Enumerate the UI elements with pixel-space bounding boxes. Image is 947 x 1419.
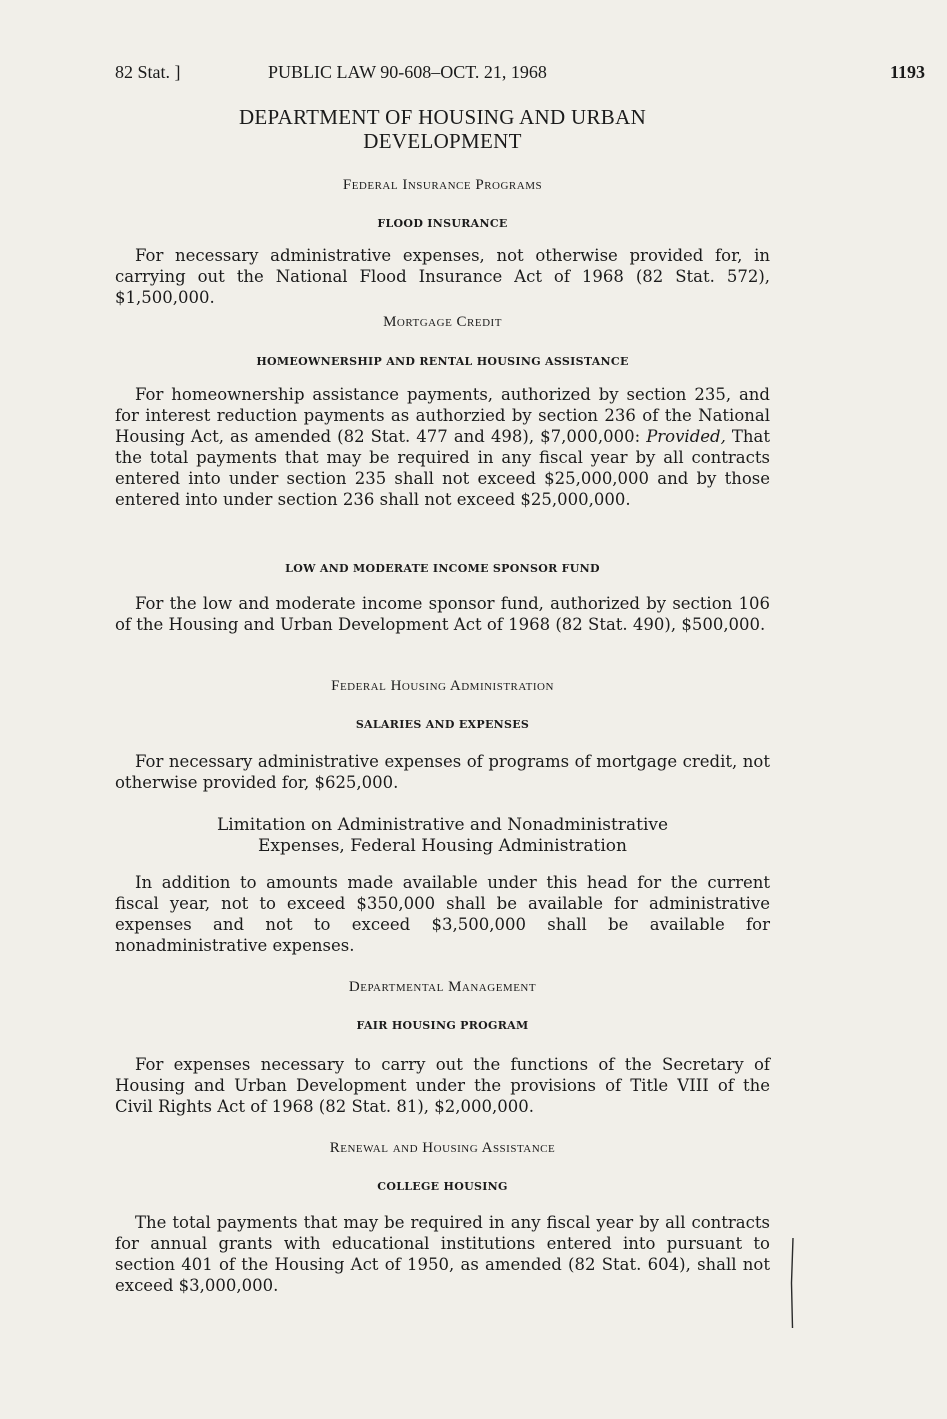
heading-fha: Federal Housing Administration	[331, 678, 554, 694]
heading-fair-housing: FAIR HOUSING PROGRAM	[356, 1019, 529, 1032]
paragraph-low-moderate-income: For the low and moderate income sponsor fund, authorized by section 106 of the Housing and Urban Development Act of 1968 (82 Stat. 490), $500,000.	[115, 594, 770, 634]
paragraph-flood-insurance: For necessary administrative expenses, not otherwise provided for, in carrying out the National Flood Insurance Act of 1968 (82 Stat. 572), $1,500,000.	[115, 246, 770, 307]
department-title	[115, 105, 770, 153]
department-title-line-1: DEPARTMENT OF HOUSING AND URBAN	[238, 105, 647, 129]
heading-mortgage-credit: Mortgage Credit	[383, 314, 502, 330]
paragraph-college-housing: The total payments that may be required in any fiscal year by all contracts for annual grants with educational institutions entered into pursuant to section 401 of the Housing Act of 1950, as amended (82 Stat. 604), shall not exceed $3,000,000.	[115, 1213, 770, 1295]
paragraph-homeownership	[115, 384, 770, 510]
provided-proviso: Provided,	[646, 427, 726, 446]
homeownership-text-pre: For homeownership assistance payments, authorized by section 235, and for interest reduction payments as authorzied by section 236 of the National Housing Act, as amended (82 Stat. 477 and 498), $7,000,000:	[115, 385, 770, 446]
paragraph-limitation: In addition to amounts made available under this head for the current fiscal year, not to exceed $350,000 shall be available for administrative expenses and not to exceed $3,500,000 shall be available for nonadministrative expenses.	[115, 873, 770, 955]
page-number: 1193	[889, 62, 925, 82]
heading-departmental-management: Departmental Management	[348, 979, 537, 995]
paragraph-salaries-expenses: For necessary administrative expenses of programs of mortgage credit, not otherwise provided for, $625,000.	[115, 752, 770, 792]
heading-college-housing: COLLEGE HOUSING	[377, 1180, 508, 1193]
heading-flood-insurance: FLOOD INSURANCE	[377, 217, 508, 230]
department-title-line-2: DEVELOPMENT	[363, 129, 522, 153]
public-law-citation: PUBLIC LAW 90-608–OCT. 21, 1968	[268, 62, 547, 82]
paragraph-fair-housing: For expenses necessary to carry out the functions of the Secretary of Housing and Urban Development under the provisions of Title VIII of the Civil Rights Act of 1968 (82 Stat. 81), $2,000,000.	[115, 1055, 770, 1116]
homeownership-text-post: That the total payments that may be required in any fiscal year by all contracts entered into under section 235 shall not exceed $25,000,000 and by those entered into under section 236 shall not exceed $25,000,000.	[115, 427, 770, 509]
heading-limitation-line-2: Expenses, Federal Housing Administration	[258, 836, 627, 856]
heading-limitation	[115, 815, 770, 857]
heading-homeownership: HOMEOWNERSHIP AND RENTAL HOUSING ASSISTANCE	[256, 355, 629, 368]
statute-volume: 82 Stat. ]	[115, 62, 181, 82]
margin-pencil-stroke	[790, 1238, 794, 1328]
heading-limitation-line-1: Limitation on Administrative and Nonadministrative	[216, 815, 669, 835]
heading-renewal-housing: Renewal and Housing Assistance	[329, 1140, 556, 1156]
page-header	[115, 62, 925, 86]
heading-federal-insurance: Federal Insurance Programs	[342, 177, 543, 193]
heading-low-moderate-income: LOW AND MODERATE INCOME SPONSOR FUND	[285, 562, 600, 575]
heading-salaries-expenses: SALARIES AND EXPENSES	[355, 718, 530, 731]
